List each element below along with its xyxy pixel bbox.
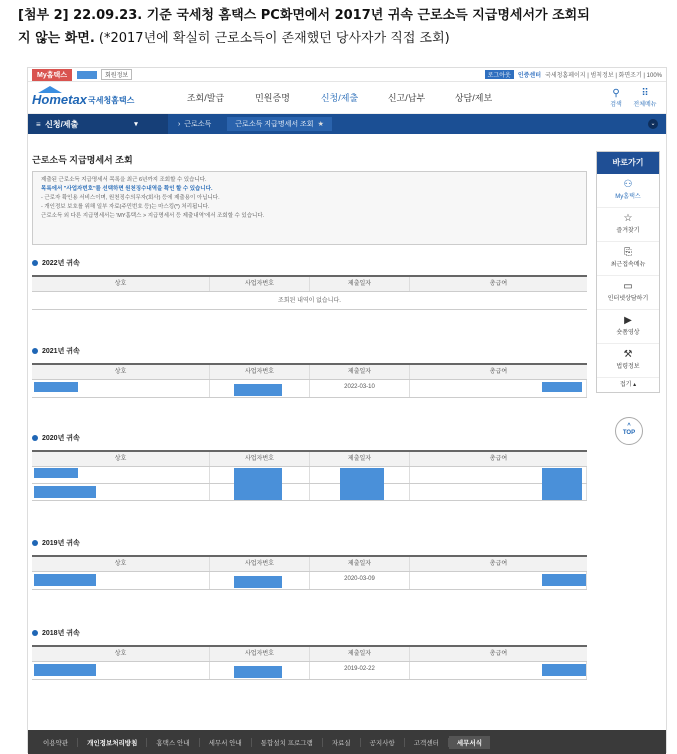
bullet-icon <box>32 435 38 441</box>
masked-salary <box>542 574 586 586</box>
section-2019 <box>32 538 587 590</box>
section-title: 2021년 귀속 <box>42 348 80 355</box>
footer-link[interactable]: 고객센터 <box>405 738 449 747</box>
col-header: 제출일자 <box>310 452 410 466</box>
col-header: 총급여 <box>489 281 508 287</box>
bullet-icon <box>32 260 38 266</box>
table-row[interactable] <box>32 380 587 398</box>
caption-line2-rest: (*2017년에 확실히 근로소득이 존재했던 당사자가 직접 조회) <box>94 31 450 46</box>
notice-line: 목록에서 "사업자번호"를 선택하면 원천징수내역을 확인 할 수 있습니다. <box>41 186 213 192</box>
hometax-logo[interactable]: Hometax 국세청홈택스 <box>32 86 142 110</box>
masked-company <box>34 574 96 586</box>
notice-line: 근로소득 외 다른 지급명세서는 'MY홈택스 > 지급명세서 등 제출내역'에서 조회할 수 있습니다. <box>41 213 265 219</box>
masked-company <box>34 468 78 478</box>
header <box>28 82 666 114</box>
section-title: 2022년 귀속 <box>42 260 80 267</box>
footer-link[interactable]: 개인정보처리방침 <box>78 738 147 747</box>
masked-biz-number[interactable] <box>234 576 282 588</box>
hometax-screenshot <box>27 67 667 753</box>
result-table <box>32 363 587 398</box>
util-links[interactable]: 국세청홈페이지 | 범칙정보 | 화면조기 | 100% <box>545 73 662 79</box>
utility-bar <box>28 68 666 82</box>
col-header: 상호 <box>32 365 210 379</box>
search-button[interactable]: ⚲ 검색 <box>606 88 626 108</box>
masked-company <box>34 382 78 392</box>
gavel-icon: ⚒ <box>623 349 633 360</box>
menu-item[interactable]: 상담/제보 <box>454 93 493 103</box>
footer-link[interactable]: 홈택스 안내 <box>147 738 199 747</box>
col-header: 사업자번호 <box>210 365 310 379</box>
col-header: 총급여 <box>489 561 508 567</box>
caption-line1: [첨부 2] 22.09.23. 기준 국세청 홈택스 PC화면에서 2017년 귀속 근로소득 지급명세서가 조회되 <box>18 8 590 23</box>
chevron-up-icon: ^ <box>627 423 631 429</box>
bullet-icon <box>32 348 38 354</box>
search-icon: ⚲ <box>612 88 620 99</box>
quick-menu <box>596 151 660 393</box>
top-button[interactable]: ^ TOP <box>615 417 643 445</box>
table-row[interactable] <box>32 467 587 484</box>
col-header: 상호 <box>32 557 210 571</box>
play-icon: ▶ <box>624 315 632 326</box>
masked-company <box>34 486 96 498</box>
quick-law[interactable]: ⚒ 법령정보 <box>597 344 659 378</box>
masked-company <box>34 664 96 676</box>
col-header: 상호 <box>32 452 210 466</box>
expand-icon[interactable]: ⌄ <box>648 119 658 129</box>
submit-date: 2022-03-10 <box>310 380 410 397</box>
collapse-button[interactable]: 접기 ▴ <box>619 382 637 388</box>
main-menu <box>172 91 507 104</box>
col-header: 제출일자 <box>310 557 410 571</box>
menu-item[interactable]: 민원증명 <box>255 93 290 103</box>
notice-line: - 개인정보 보호를 위해 일부 자료(주민번호 등)는 마스킹(*) 처리됩니다. <box>41 204 210 210</box>
submit-date: 2019-02-22 <box>310 662 410 679</box>
menu-item[interactable]: 조회/발급 <box>186 93 225 103</box>
bullet-icon <box>32 540 38 546</box>
breadcrumb-current[interactable]: 근로소득 지급명세서 조회 ★ <box>227 117 332 131</box>
quick-recent[interactable]: ⎘ 최근접속메뉴 <box>597 242 659 276</box>
col-header: 총급여 <box>489 651 508 657</box>
quick-consult[interactable]: ▭ 인터넷상담하기 <box>597 276 659 310</box>
col-header: 총급여 <box>489 456 508 462</box>
no-data-message: 조회된 내역이 없습니다. <box>278 298 341 304</box>
footer <box>28 730 666 754</box>
result-table <box>32 275 587 310</box>
person-icon: ⚇ <box>623 179 633 190</box>
table-row[interactable] <box>32 484 587 501</box>
page-title: 근로소득 지급명세서 조회 <box>32 155 133 165</box>
table-row[interactable] <box>32 662 587 680</box>
masked-biz-number[interactable] <box>234 384 282 396</box>
my-hometax-link[interactable]: My홈택스 <box>32 69 72 81</box>
section-title: 2020년 귀속 <box>42 435 80 442</box>
masked-user-name <box>77 71 97 79</box>
col-header: 제출일자 <box>310 647 410 661</box>
section-title: 2018년 귀속 <box>42 630 80 637</box>
section-2022 <box>32 258 587 310</box>
col-header: 상호 <box>32 277 210 291</box>
quick-my-hometax[interactable]: ⚇ My홈택스 <box>597 174 659 208</box>
section-title: 2019년 귀속 <box>42 540 80 547</box>
monitor-icon: ▭ <box>623 281 633 292</box>
col-header: 사업자번호 <box>210 557 310 571</box>
quick-video[interactable]: ▶ 숏폼영상 <box>597 310 659 344</box>
footer-link[interactable]: 통합설치 프로그램 <box>252 738 323 747</box>
col-header: 사업자번호 <box>210 452 310 466</box>
footer-link[interactable]: 이용약관 <box>34 738 78 747</box>
breadcrumb-bar <box>28 114 666 134</box>
col-header: 제출일자 <box>310 277 410 291</box>
quick-favorites[interactable]: ☆ 즐겨찾기 <box>597 208 659 242</box>
menu-item[interactable]: 신고/납부 <box>387 93 426 103</box>
footer-link[interactable]: 공지사항 <box>361 738 405 747</box>
footer-link[interactable]: 세무서 안내 <box>200 738 252 747</box>
result-table <box>32 450 587 501</box>
section-2018 <box>32 628 587 680</box>
menu-item-active[interactable]: 신청/제출 <box>320 93 359 103</box>
caption <box>18 4 668 50</box>
col-header: 상호 <box>32 647 210 661</box>
all-menu-button[interactable]: ⠿ 전체메뉴 <box>630 88 660 108</box>
chevron-up-icon: ▴ <box>633 382 637 388</box>
result-table <box>32 555 587 590</box>
chevron-down-icon: ▾ <box>134 121 138 128</box>
masked-salary <box>542 382 582 392</box>
star-icon: ☆ <box>623 213 633 224</box>
star-icon[interactable]: ★ <box>317 121 324 128</box>
footer-link[interactable]: 자료실 <box>323 738 361 747</box>
quick-menu-title: 바로가기 <box>597 152 659 174</box>
logout-button[interactable]: 로그아웃 <box>485 70 514 79</box>
section-2021 <box>32 346 587 398</box>
section-2020 <box>32 433 587 501</box>
result-table <box>32 645 587 680</box>
caption-line2-bold: 지 않는 화면. <box>18 31 95 46</box>
grid-icon: ⠿ <box>641 88 649 99</box>
col-header: 총급여 <box>489 369 508 375</box>
col-header: 사업자번호 <box>210 647 310 661</box>
masked-biz-number[interactable] <box>234 666 282 678</box>
col-header: 사업자번호 <box>210 277 310 291</box>
table-row[interactable] <box>32 572 587 590</box>
notice-box <box>32 171 587 245</box>
notice-line: - 근로자 확인용 서비스이며, 원천징수의무자(회사) 등에 제출용이 아닙니다. <box>41 195 220 201</box>
breadcrumb-item[interactable]: › 근로소득 <box>178 121 212 128</box>
member-info-link[interactable]: 회원정보 <box>101 69 132 80</box>
masked-salary <box>542 664 586 676</box>
breadcrumb-home[interactable]: ≡ 신청/제출 ▾ <box>28 114 168 134</box>
submit-date: 2020-03-09 <box>310 572 410 589</box>
bullet-icon <box>32 630 38 636</box>
cert-center-link[interactable]: 인증센터 <box>517 73 542 79</box>
footer-link[interactable]: 세무서식 <box>449 736 490 749</box>
notice-line: 제출된 근로소득 지급명세서 목록을 최근 6년까지 조회할 수 있습니다. <box>41 177 207 183</box>
col-header: 제출일자 <box>310 365 410 379</box>
history-icon: ⎘ <box>624 247 632 258</box>
